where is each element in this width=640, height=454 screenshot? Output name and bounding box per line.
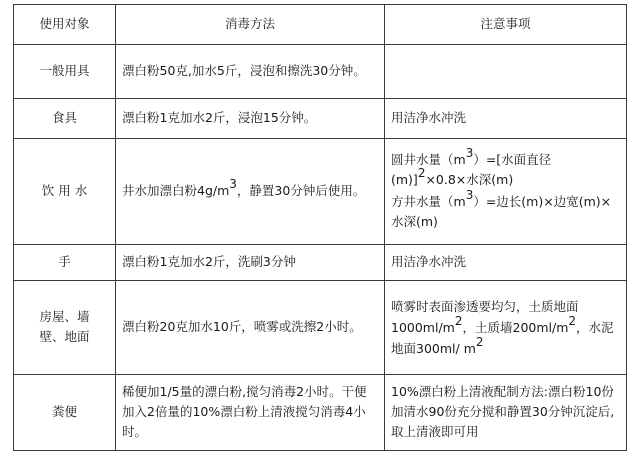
row-notes: 10%漂白粉上清液配制方法:漂白粉10份加清水90份充分搅和静置30分钟沉淀后,取上清液即可用 [385, 374, 627, 450]
notes-text-part: ×0.8×水深(m) [425, 172, 514, 188]
header-object: 使用对象 [14, 5, 116, 45]
row-object: 一般用具 [14, 44, 116, 98]
row-object: 房屋、墙壁、地面 [14, 280, 116, 374]
table-row [14, 245, 627, 281]
superscript: 3 [229, 177, 237, 192]
row-method: 漂白粉1克加水2斤，浸泡15分钟。 [116, 99, 385, 139]
superscript: 2 [417, 166, 426, 181]
table-row [14, 138, 627, 245]
superscript: 2 [568, 313, 577, 328]
row-object: 粪便 [14, 374, 116, 450]
notes-text-part: ，土质墙200ml/m [462, 319, 569, 335]
superscript: 2 [454, 313, 463, 328]
method-text-part: 井水加漂白粉4g/m [122, 183, 230, 199]
header-row [14, 5, 627, 45]
row-method [116, 138, 385, 245]
notes-text-part: 方井水量（m [391, 194, 466, 210]
row-notes: 用洁净水冲洗 [385, 245, 627, 281]
superscript: 2 [475, 334, 484, 349]
row-object: 饮 用 水 [14, 138, 116, 245]
square-well-formula [391, 188, 620, 232]
row-object: 食具 [14, 99, 116, 139]
row-method: 漂白粉50克,加水5斤，浸泡和擦洗30分钟。 [116, 44, 385, 98]
table-row [14, 280, 627, 374]
notes-text-part: ）=[水面直径(m)] [391, 152, 552, 188]
row-notes [385, 280, 627, 374]
round-well-formula [391, 146, 620, 190]
row-notes [385, 44, 627, 98]
notes-text-part: 圆井水量（m [391, 152, 466, 168]
table-row [14, 374, 627, 450]
row-object: 手 [14, 245, 116, 281]
method-text-part: ，静置30分钟后使用。 [236, 183, 366, 199]
header-method: 消毒方法 [116, 5, 385, 45]
table-row [14, 44, 627, 98]
row-notes [385, 138, 627, 245]
notes-text-part: ）=边长(m)×边宽(m)×水深(m) [391, 194, 612, 230]
notes-text-part: ，水泥地面300ml/ m [391, 319, 614, 356]
header-notes: 注意事项 [385, 5, 627, 45]
disinfection-table [13, 4, 627, 451]
superscript: 3 [465, 146, 474, 161]
row-method: 漂白粉1克加水2斤，洗刷3分钟 [116, 245, 385, 281]
table-row [14, 99, 627, 139]
row-method: 稀便加1/5量的漂白粉,搅匀消毒2小时。干便加入2倍量的10%漂白粉上清液搅匀消毒4小时。 [116, 374, 385, 450]
notes-text-part: 喷雾时表面渗透要均匀，土质地面1000ml/m [391, 298, 579, 335]
row-notes: 用洁净水冲洗 [385, 99, 627, 139]
row-method: 漂白粉20克加水10斤，喷雾或洗擦2小时。 [116, 280, 385, 374]
superscript: 3 [465, 188, 474, 203]
